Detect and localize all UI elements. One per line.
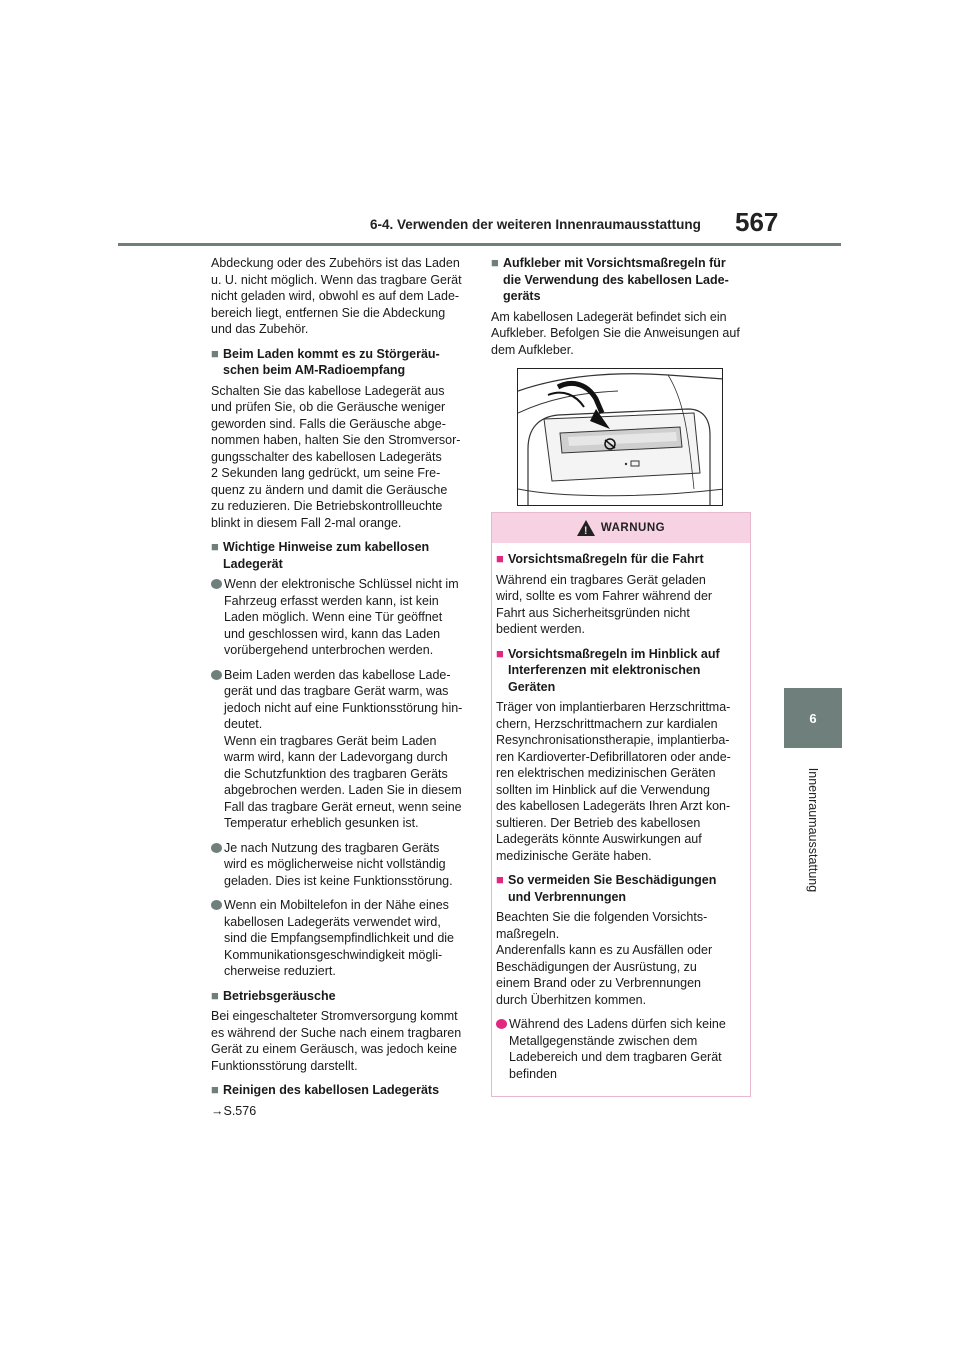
intro-paragraph: Abdeckung oder des Zubehörs ist das Laden u. U. nicht möglich. Wenn das tragbare Gerät nicht geladen wird, obwohl es auf dem Lade- bereich liegt, entfernen Sie die Abdeckung und das Zubehör. [211, 256, 462, 336]
section-title: 6-4. Verwenden der weiteren Innenraumausstattung [370, 217, 701, 232]
driving-heading: ■ Vorsichtsmaßregeln für die Fahrt [496, 551, 704, 566]
cleaning-heading: ■ Reinigen des kabellosen Ladegeräts [211, 1082, 440, 1097]
square-bullet-icon: ■ [496, 645, 504, 661]
warning-title: WARNUNG [600, 521, 666, 534]
square-bullet-icon: ■ [211, 345, 219, 361]
page-number: 567 [735, 207, 779, 237]
interference-heading: ■ Vorsichtsmaßregeln im Hinblick auf Interferenzen mit elektronischen Geräten [496, 645, 720, 694]
noise-heading: ■ Betriebsgeräusche [211, 987, 336, 1003]
circle-bullet-icon [211, 670, 222, 680]
noise-text: Bei eingeschalteter Stromversorgung kommt es während der Suche nach einem tragbaren Gerät zu einem Geräusch, was jedoch keine Funktionsstörung darstellt. [211, 1009, 462, 1073]
chapter-tab [784, 688, 842, 748]
list-item: Wenn ein Mobiltelefon in der Nähe eines kabellosen Ladegeräts verwendet wird, sind die Empfangsempfindlichkeit und die Kommunikationsgeschwindigkeit mögli- cherweise reduziert. [211, 897, 469, 980]
circle-bullet-icon [211, 579, 222, 589]
square-bullet-icon: ■ [496, 551, 504, 566]
sticker-heading: ■ Aufkleber mit Vorsichtsmaßregeln für die Verwendung des kabellosen Lade- geräts [491, 255, 729, 303]
circle-bullet-icon [211, 900, 222, 910]
chapter-number: 6 [809, 710, 817, 726]
am-radio-heading: ■ Beim Laden kommt es zu Störgeräu- schen beim AM-Radioempfang [211, 345, 440, 377]
damage-text: Beachten Sie die folgenden Vorsichts- maßregeln. Anderenfalls kann es zu Ausfällen oder Beschädigungen der Ausrüstung, zu einem Brand oder zu Verbrennungen durch Überhitzen kommen. [496, 910, 713, 1007]
charger-sticker-illustration [517, 368, 723, 506]
list-item: Wenn der elektronische Schlüssel nicht im Fahrzeug erfasst werden kann, ist kein Laden möglich. Wenn eine Tür geöffnet und geschlossen wird, kann das Laden vorübergehend unterbrochen werden. [211, 576, 469, 659]
warning-header [492, 513, 750, 543]
circle-bullet-icon [211, 843, 222, 853]
warning-triangle-icon [577, 520, 595, 536]
circle-bullet-icon [496, 1019, 507, 1029]
interference-text: Träger von implantierbaren Herzschrittma- chern, Herzschrittmachern zur kardialen Resynchronisationstherapie, implantierba- ren Kardioverter-Defibrillatoren oder ande- ren elektrischen medizinischen Geräten sollten im Hinblick auf die Verwendung des kabellosen Ladegeräts Ihren Arzt kon- sultieren. Der Betrieb des kabellosen Ladegeräts könnte Auswirkungen auf medizinische Geräte haben. [496, 700, 731, 863]
cleaning-reference: →S.576 [211, 1103, 257, 1118]
list-item: Beim Laden werden das kabellose Lade- gerät und das tragbare Gerät warm, was jedoch nicht auf eine Funktionsstörung hin- deutet. Wenn ein tragbares Gerät beim Laden warm wird, kann der Ladevorgang durch die Schutzfunktion des tragbaren Geräts abgebrochen werden. Laden Sie in diesem Fall das tragbare Gerät erneut, wenn seine Temperatur erheblich gesunken ist. [211, 667, 469, 832]
header-divider [118, 243, 841, 246]
hints-heading: ■ Wichtige Hinweise zum kabellosen Ladegerät [211, 539, 430, 571]
chapter-label: Innenraumausstattung [806, 767, 821, 893]
left-column [211, 255, 469, 1127]
right-column [491, 255, 753, 1097]
square-bullet-icon: ■ [496, 872, 504, 887]
list-item: Je nach Nutzung des tragbaren Geräts wird es möglicherweise nicht vollständig geladen. Dies ist keine Funktionsstörung. [211, 840, 469, 890]
list-item: Während des Ladens dürfen sich keine Metallgegenstände zwischen dem Ladebereich und dem tragbaren Gerät befinden [496, 1016, 746, 1082]
warning-body [492, 543, 750, 1096]
charger-illustration-svg [518, 369, 723, 506]
chapter-side-label [785, 760, 841, 900]
damage-heading: ■ So vermeiden Sie Beschädigungen und Verbrennungen [496, 872, 717, 904]
square-bullet-icon: ■ [211, 987, 219, 1003]
am-radio-text: Schalten Sie das kabellose Ladegerät aus und prüfen Sie, ob die Geräusche weniger geworden sind. Falls die Geräusche abge- nommen haben, halten Sie den Stromversor- gungsschalter des kabellosen Ladegeräts 2 Sekunden lang gedrückt, um seine Fre- quenz zu ändern und damit die Geräusche zu reduzieren. Die Betriebskontrollleuchte blinkt in diesem Fall 2-mal orange. [211, 383, 461, 530]
driving-text: Während ein tragbares Gerät geladen wird, sollte es vom Fahrer während der Fahrt aus Sicherheitsgründen nicht bedient werden. [496, 572, 713, 636]
sticker-text: Am kabellosen Ladegerät befindet sich ein Aufkleber. Befolgen Sie die Anweisungen auf dem Aufkleber. [491, 309, 740, 357]
warning-box [491, 512, 751, 1097]
square-bullet-icon: ■ [211, 1082, 219, 1097]
square-bullet-icon: ■ [211, 539, 219, 554]
square-bullet-icon: ■ [491, 255, 499, 270]
